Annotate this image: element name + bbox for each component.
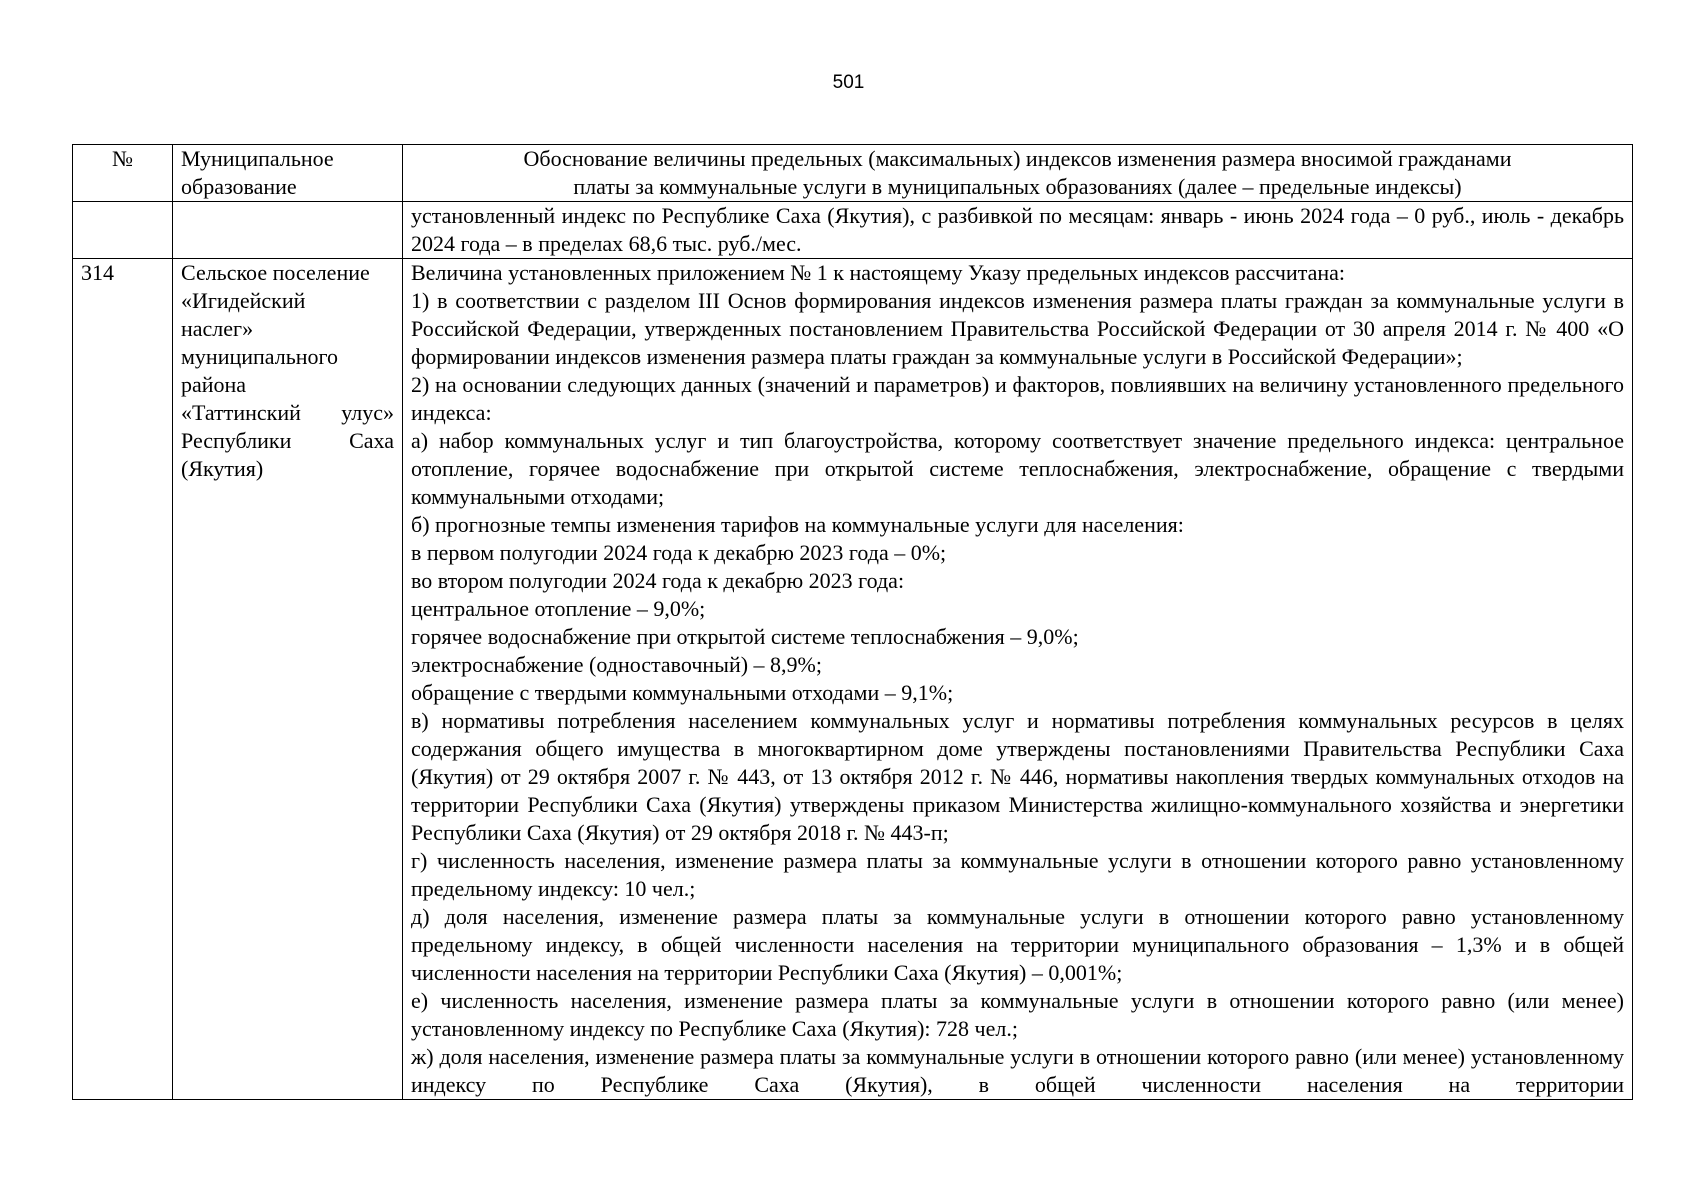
header-municipality [173, 145, 403, 202]
municipality-line: «Игидейский [181, 288, 306, 313]
paragraph: 1) в соответствии с разделом III Основ формирования индексов изменения размера платы граждан за коммунальные услуги в Российской Федерации, утвержденных постановлением Правительства Российской Федерации от 30 апреля 2014 г. № 400 «О формировании индексов изменения размера платы граждан за коммунальные услуги в Российской Федерации»; [411, 288, 1624, 369]
justification-cell [403, 259, 1633, 1100]
paragraph: б) прогнозные темпы изменения тарифов на коммунальные услуги для населения: [411, 512, 1184, 537]
municipality-line: муниципального [181, 344, 339, 369]
paragraph: обращение с твердыми коммунальными отходами – 9,1%; [411, 680, 954, 705]
header-municipality-line1: Муниципальное [181, 146, 334, 171]
municipality-line: (Якутия) [181, 456, 264, 481]
header-municipality-line2: образование [181, 174, 297, 199]
paragraph: Величина установленных приложением № 1 к настоящему Указу предельных индексов рассчитана: [411, 260, 1345, 285]
continuation-justification-cell [403, 202, 1633, 259]
paragraph: д) доля населения, изменение размера платы за коммунальные услуги в отношении которого равно установленному предельному индексу, в общей численности населения на территории муниципального образования – 1,3% и в общей численности населения на территории Республики Саха (Якутия) – 0,001%; [411, 904, 1624, 985]
header-justification [403, 145, 1633, 202]
paragraph: во втором полугодии 2024 года к декабрю 2023 года: [411, 568, 905, 593]
paragraph: горячее водоснабжение при открытой системе теплоснабжения – 9,0%; [411, 624, 1079, 649]
justification-table [72, 144, 1633, 1100]
header-justification-line1: Обоснование величины предельных (максимальных) индексов изменения размера вносимой гражданами [523, 146, 1512, 171]
municipality-line: наслег» [181, 316, 254, 341]
paragraph: электроснабжение (одноставочный) – 8,9%; [411, 652, 822, 677]
paragraph: центральное отопление – 9,0%; [411, 596, 706, 621]
municipality-line: Республики Саха [181, 428, 394, 453]
header-justification-line2: платы за коммунальные услуги в муниципальных образованиях (далее – предельные индексы) [573, 174, 1462, 199]
municipality-cell [173, 259, 403, 1100]
municipality-line: Сельское поселение [181, 260, 370, 285]
table-header-row [73, 145, 1633, 202]
continuation-municipality-cell [173, 202, 403, 259]
municipality-line: «Таттинский улус» [181, 400, 394, 425]
continuation-row [73, 202, 1633, 259]
table-row [73, 259, 1633, 1100]
paragraph: 2) на основании следующих данных (значений и параметров) и факторов, повлиявших на величину установленного предельного индекса: [411, 372, 1624, 425]
paragraph: а) набор коммунальных услуг и тип благоустройства, которому соответствует значение предельного индекса: центральное отопление, горячее водоснабжение при открытой системе теплоснабжения, электроснабжение, обращение с твердыми коммунальными отходами; [411, 428, 1624, 509]
header-number: № [73, 145, 173, 202]
paragraph: в) нормативы потребления населением коммунальных услуг и нормативы потребления коммунальных ресурсов в целях содержания общего имущества в многоквартирном доме утверждены постановлениями Правительства Республики Саха (Якутия) от 29 октября 2007 г. № 443, от 13 октября 2012 г. № 446, нормативы накопления твердых коммунальных отходов на территории Республики Саха (Якутия) утверждены приказом Министерства жилищно-коммунального хозяйства и энергетики Республики Саха (Якутия) от 29 октября 2018 г. № 443-п; [411, 708, 1624, 845]
paragraph: в первом полугодии 2024 года к декабрю 2023 года – 0%; [411, 540, 947, 565]
page-number: 501 [832, 72, 865, 93]
paragraph: е) численность населения, изменение размера платы за коммунальные услуги в отношении которого равно (или менее) установленному индексу по Республике Саха (Якутия): 728 чел.; [411, 988, 1624, 1041]
row-number: 314 [73, 259, 173, 1100]
continuation-number-cell [73, 202, 173, 259]
paragraph: ж) доля населения, изменение размера платы за коммунальные услуги в отношении которого равно (или менее) установленному индексу по Республике Саха (Якутия), в общей численности населения на территории [411, 1044, 1624, 1097]
paragraph: г) численность населения, изменение размера платы за коммунальные услуги в отношении которого равно установленному предельному индексу: 10 чел.; [411, 848, 1624, 901]
continuation-text: установленный индекс по Республике Саха (Якутия), с разбивкой по месяцам: январь - июнь 2024 года – 0 руб., июль - декабрь 2024 года – в пределах 68,6 тыс. руб./мес. [411, 203, 1624, 256]
municipality-line: района [181, 372, 247, 397]
